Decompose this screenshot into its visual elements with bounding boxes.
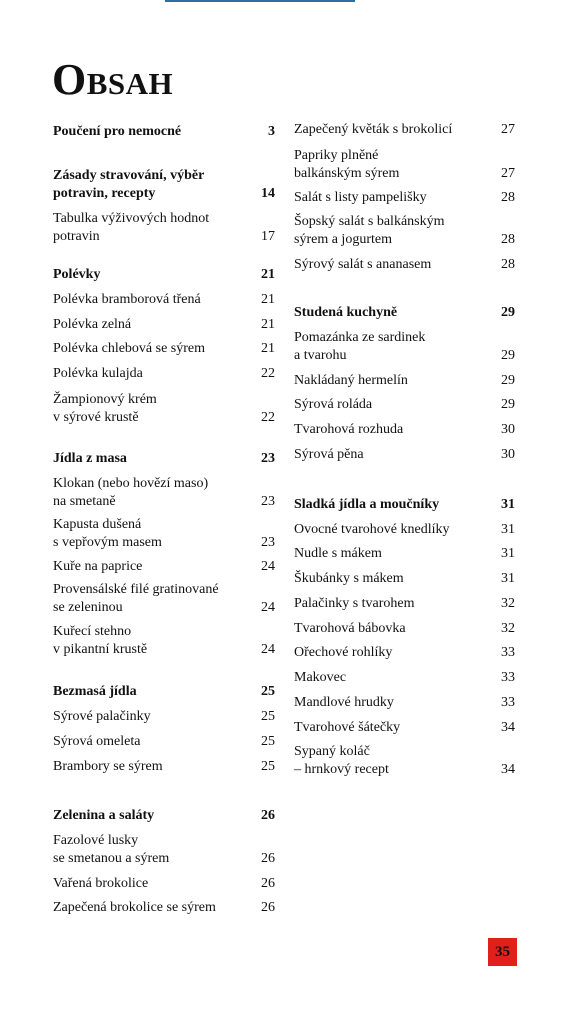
toc-entry-page: 34 xyxy=(501,762,515,777)
toc-entry xyxy=(294,121,515,139)
toc-entry xyxy=(294,570,515,588)
toc-entry-page: 17 xyxy=(261,229,275,244)
toc-entry-label: Polévka zelná xyxy=(53,317,132,332)
toc-entry-label: Žampionový krém v sýrové krustě xyxy=(53,392,157,425)
toc-entry-label: Sýrová omeleta xyxy=(53,734,141,749)
toc-entry-label: Šopský salát s balkánským sýrem a jogurtem xyxy=(294,214,445,247)
toc-entry-label: Mandlové hrudky xyxy=(294,695,394,710)
toc-entry-page: 33 xyxy=(501,695,515,710)
toc-entry-page: 34 xyxy=(501,720,515,735)
toc-entry xyxy=(294,595,515,613)
toc-entry xyxy=(53,733,275,751)
toc-entry xyxy=(53,758,275,776)
toc-entry-label: Provensálské filé gratinované se zeleninou xyxy=(53,582,219,615)
toc-entry-page: 14 xyxy=(261,186,275,201)
toc-entry-page: 26 xyxy=(261,808,275,823)
toc-entry-label: Sýrová roláda xyxy=(294,397,373,412)
toc-entry xyxy=(53,899,275,917)
toc-entry-page: 33 xyxy=(501,670,515,685)
toc-entry-page: 22 xyxy=(261,366,275,381)
toc-entry-page: 23 xyxy=(261,451,275,466)
toc-entry-page: 25 xyxy=(261,759,275,774)
toc-entry xyxy=(53,832,275,868)
toc-entry-page: 21 xyxy=(261,341,275,356)
toc-entry-page: 33 xyxy=(501,645,515,660)
toc-entry xyxy=(294,421,515,439)
toc-entry-page: 24 xyxy=(261,600,275,615)
toc-entry-page: 28 xyxy=(501,232,515,247)
toc-entry-page: 22 xyxy=(261,410,275,425)
toc-entry-label: Ořechové rohlíky xyxy=(294,645,393,660)
toc-section-heading xyxy=(53,683,275,701)
toc-entry-label: Makovec xyxy=(294,670,347,685)
toc-entry xyxy=(294,521,515,539)
toc-entry xyxy=(53,708,275,726)
toc-entry-label: Palačinky s tvarohem xyxy=(294,596,415,611)
toc-entry-page: 32 xyxy=(501,621,515,636)
toc-entry-label: Sýrové palačinky xyxy=(53,709,151,724)
toc-entry-label: Zapečená brokolice se sýrem xyxy=(53,900,216,915)
toc-entry-page: 29 xyxy=(501,348,515,363)
toc-entry xyxy=(294,620,515,638)
toc-entry-page: 29 xyxy=(501,373,515,388)
toc-entry-page: 23 xyxy=(261,535,275,550)
toc-entry-page: 31 xyxy=(501,546,515,561)
toc-entry xyxy=(53,340,275,358)
toc-entry-page: 30 xyxy=(501,422,515,437)
toc-section-heading xyxy=(294,496,515,514)
toc-entry-label: Sypaný koláč – hrnkový recept xyxy=(294,744,389,777)
title-rest: BSAH xyxy=(86,66,174,101)
toc-entry-label: Kapusta dušená s vepřovým masem xyxy=(53,517,162,550)
toc-entry-label: Jídla z masa xyxy=(53,451,127,466)
toc-entry-label: Bezmasá jídla xyxy=(53,684,137,699)
toc-entry xyxy=(294,396,515,414)
toc-entry-page: 25 xyxy=(261,734,275,749)
toc-entry xyxy=(294,644,515,662)
toc-entry-page: 27 xyxy=(501,166,515,181)
title-initial: O xyxy=(52,55,87,104)
toc-entry-label: Tabulka výživových hodnot potravin xyxy=(53,211,210,244)
toc-entry xyxy=(294,256,515,274)
page-title xyxy=(52,56,173,108)
toc-entry-label: Ovocné tvarohové knedlíky xyxy=(294,522,450,537)
toc-entry-page: 25 xyxy=(261,684,275,699)
toc-entry xyxy=(53,475,275,511)
toc-entry-label: Polévka chlebová se sýrem xyxy=(53,341,206,356)
toc-entry xyxy=(53,558,275,576)
toc-entry-page: 26 xyxy=(261,900,275,915)
toc-entry-page: 24 xyxy=(261,642,275,657)
toc-section-heading xyxy=(53,167,275,203)
toc-entry xyxy=(53,581,275,617)
toc-entry-page: 29 xyxy=(501,305,515,320)
toc-entry-page: 29 xyxy=(501,397,515,412)
toc-entry xyxy=(53,875,275,893)
toc-entry xyxy=(294,669,515,687)
toc-section-heading xyxy=(53,450,275,468)
toc-entry-page: 26 xyxy=(261,851,275,866)
toc-entry-label: Kuřecí stehno v pikantní krustě xyxy=(53,624,148,657)
toc-entry-label: Polévky xyxy=(53,267,101,282)
toc-entry-label: Kuře na paprice xyxy=(53,559,143,574)
toc-entry xyxy=(294,719,515,737)
toc-entry-label: Zelenina a saláty xyxy=(53,808,155,823)
toc-entry-label: Polévka kulajda xyxy=(53,366,143,381)
toc-entry xyxy=(53,365,275,383)
toc-entry-label: Nudle s mákem xyxy=(294,546,382,561)
toc-entry xyxy=(53,623,275,659)
toc-entry-page: 21 xyxy=(261,292,275,307)
toc-entry xyxy=(294,213,515,249)
toc-entry xyxy=(294,694,515,712)
toc-entry-label: Tvarohové šátečky xyxy=(294,720,401,735)
toc-entry-page: 21 xyxy=(261,317,275,332)
toc-entry-label: Papriky plněné balkánským sýrem xyxy=(294,148,400,181)
toc-entry-page: 31 xyxy=(501,522,515,537)
toc-section-heading xyxy=(294,304,515,322)
toc-entry-label: Tvarohová bábovka xyxy=(294,621,406,636)
toc-entry-page: 31 xyxy=(501,571,515,586)
toc-entry-label: Zásady stravování, výběr potravin, recepty xyxy=(53,168,205,201)
toc-entry-label: Studená kuchyně xyxy=(294,305,398,320)
toc-entry-page: 28 xyxy=(501,257,515,272)
toc-entry xyxy=(294,446,515,464)
toc-entry xyxy=(294,189,515,207)
toc-entry xyxy=(294,329,515,365)
toc-entry xyxy=(294,743,515,779)
toc-entry-label: Škubánky s mákem xyxy=(294,571,404,586)
toc-entry-page: 30 xyxy=(501,447,515,462)
toc-entry xyxy=(294,147,515,183)
toc-entry xyxy=(53,316,275,334)
toc-entry xyxy=(53,391,275,427)
toc-section-heading xyxy=(53,266,275,284)
toc-entry-label: Tvarohová rozhuda xyxy=(294,422,404,437)
toc-entry-page: 31 xyxy=(501,497,515,512)
toc-entry-page: 27 xyxy=(501,122,515,137)
page-number-badge: 35 xyxy=(488,938,517,966)
toc-entry-page: 23 xyxy=(261,494,275,509)
toc-entry-label: Sýrový salát s ananasem xyxy=(294,257,432,272)
toc-entry-page: 24 xyxy=(261,559,275,574)
toc-entry-label: Vařená brokolice xyxy=(53,876,149,891)
toc-entry-label: Zapečený květák s brokolicí xyxy=(294,122,453,137)
top-rule xyxy=(165,0,355,2)
toc-entry-label: Fazolové lusky se smetanou a sýrem xyxy=(53,833,170,866)
toc-entry-label: Pomazánka ze sardinek a tvarohu xyxy=(294,330,426,363)
toc-entry-page: 21 xyxy=(261,267,275,282)
toc-entry-label: Poučení pro nemocné xyxy=(53,124,182,139)
toc-entry xyxy=(53,516,275,552)
toc-entry-page: 32 xyxy=(501,596,515,611)
toc-entry xyxy=(53,210,275,246)
toc-entry-page: 25 xyxy=(261,709,275,724)
toc-entry-label: Klokan (nebo hovězí maso) na smetaně xyxy=(53,476,209,509)
toc-section-heading xyxy=(53,807,275,825)
toc-section-heading xyxy=(53,123,275,141)
toc-entry-page: 28 xyxy=(501,190,515,205)
toc-entry-label: Sladká jídla a moučníky xyxy=(294,497,440,512)
toc-entry-label: Nakládaný hermelín xyxy=(294,373,408,388)
toc-entry-label: Polévka bramborová třená xyxy=(53,292,201,307)
toc-entry-label: Brambory se sýrem xyxy=(53,759,163,774)
toc-entry xyxy=(294,545,515,563)
toc-entry-page: 26 xyxy=(261,876,275,891)
toc-entry xyxy=(294,372,515,390)
toc-entry xyxy=(53,291,275,309)
toc-entry-page: 3 xyxy=(268,124,275,139)
toc-entry-label: Salát s listy pampelišky xyxy=(294,190,427,205)
toc-entry-label: Sýrová pěna xyxy=(294,447,364,462)
